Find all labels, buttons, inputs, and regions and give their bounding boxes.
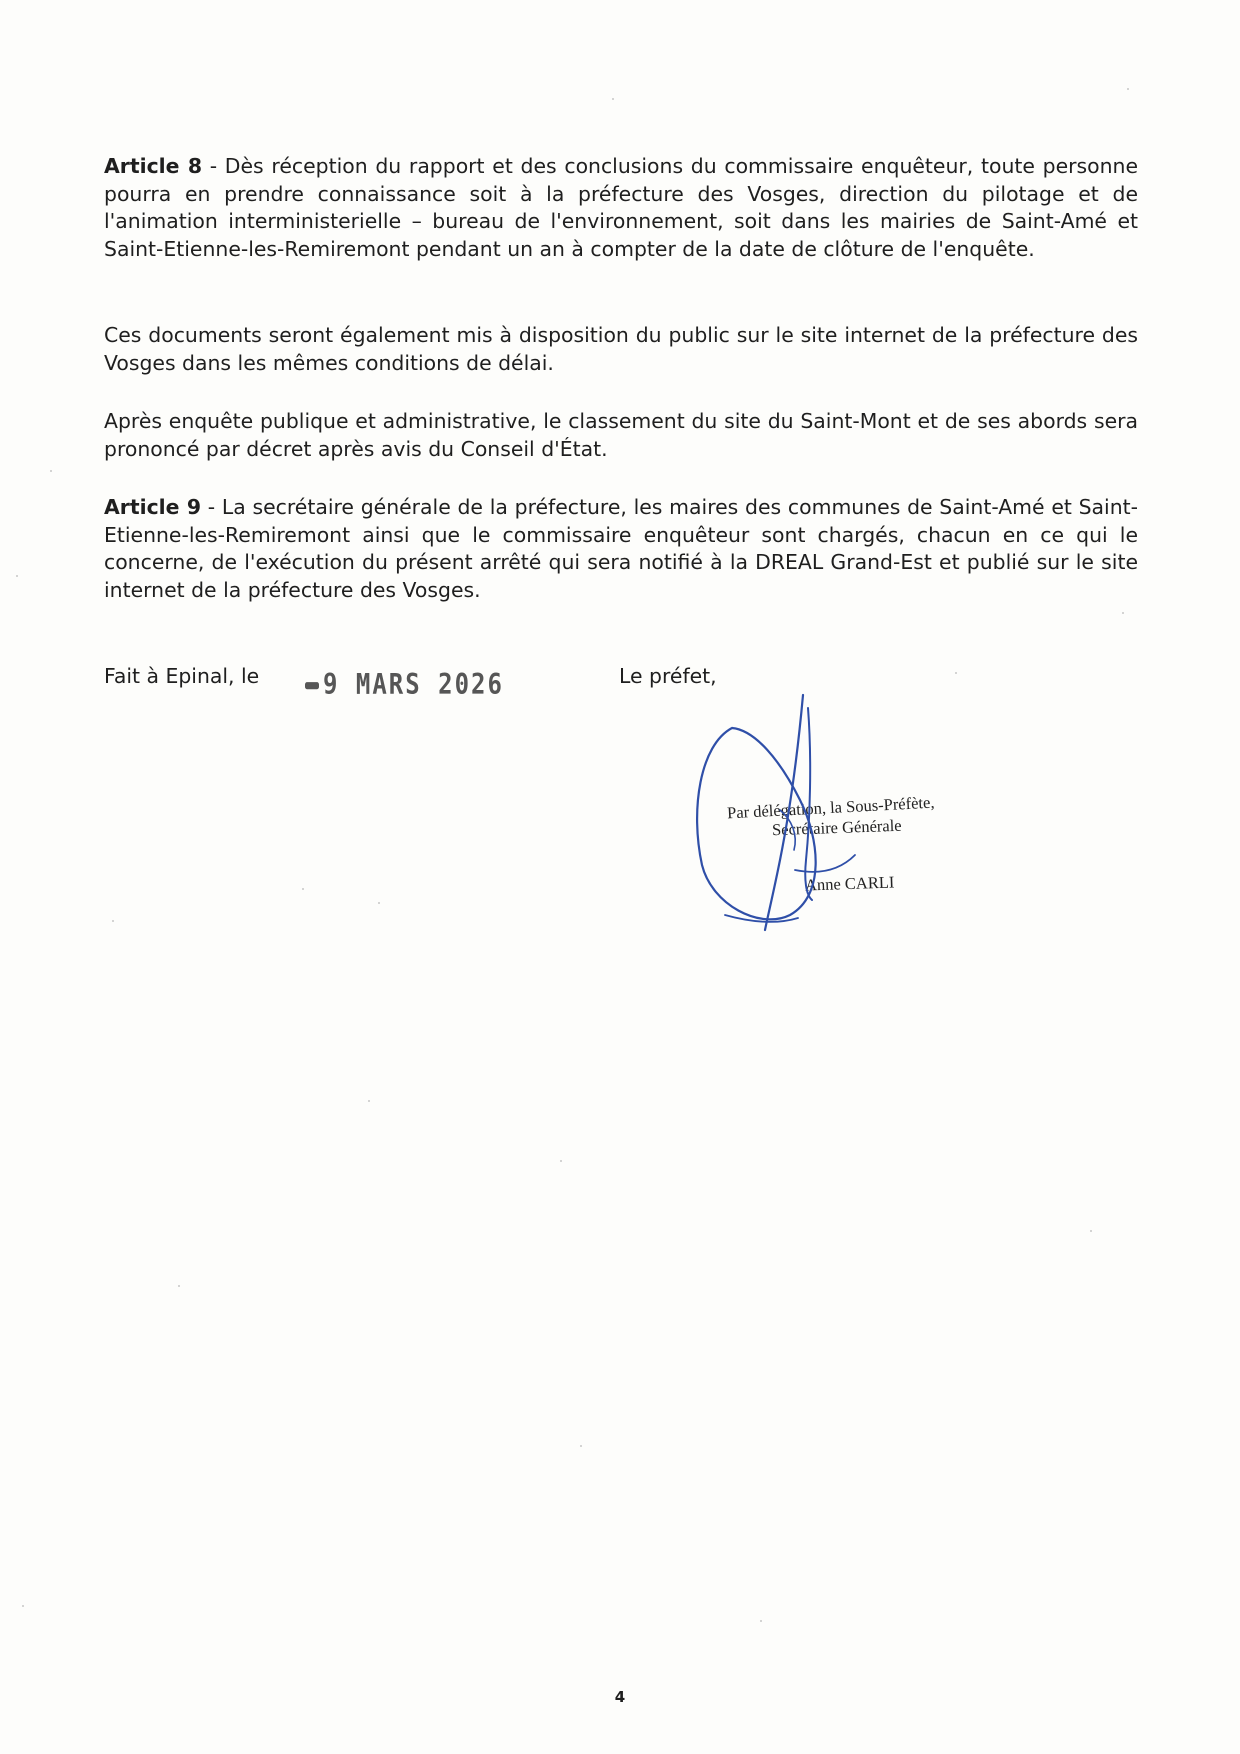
place-label: Fait à Epinal, le <box>104 664 260 688</box>
article-8-paragraph <box>104 153 1138 263</box>
signature-tail-stroke <box>795 855 855 872</box>
article-9-paragraph <box>104 494 1138 604</box>
documents-availability-paragraph: Ces documents seront également mis à disposition du public sur le site internet de la préfecture des Vosges dans les mêmes conditions de délai. <box>104 323 1138 375</box>
signature-vertical-stroke <box>765 695 803 930</box>
stamp-dash-mark <box>305 682 319 689</box>
article-8-heading: Article 8 <box>104 154 203 178</box>
article-8-text: - Dès réception du rapport et des conclusions du commissaire enquêteur, toute personne pourra en prendre connaissance soit à la préfecture des Vosges, direction du pilotage et de l'animation interministerielle – bureau de l'environnement, soit dans les mairies de Saint-Amé et Saint-Etienne-les-Remiremont pendant un an à compter de la date de clôture de l'enquête. <box>104 154 1138 261</box>
signatory-name: Anne CARLI <box>804 872 895 895</box>
page-number: 4 <box>614 1688 626 1706</box>
date-stamp-text: 9 MARS 2026 <box>323 668 504 702</box>
article-9-heading: Article 9 <box>104 495 202 519</box>
date-stamp <box>305 668 504 701</box>
signature-loop-stroke <box>697 728 816 919</box>
handwritten-signature <box>680 690 960 940</box>
function-line: Secrétaire Générale <box>771 815 902 840</box>
signatory-title: Le préfet, <box>619 664 717 688</box>
article-9-text: - La secrétaire générale de la préfecture, les maires des communes de Saint-Amé et Saint-Etienne-les-Remiremont ainsi que le commissaire enquêteur sont chargés, chacun en ce qui le concerne, de l'exécution du présent arrêté qui sera notifié à la DREAL Grand-Est et publié sur le site internet de la préfecture des Vosges. <box>104 495 1138 602</box>
classement-paragraph: Après enquête publique et administrative, le classement du site du Saint-Mont et de ses abords sera prononcé par décret après avis du Conseil d'État. <box>104 409 1138 461</box>
delegation-line: Par délégation, la Sous-Préfète, <box>726 792 935 823</box>
